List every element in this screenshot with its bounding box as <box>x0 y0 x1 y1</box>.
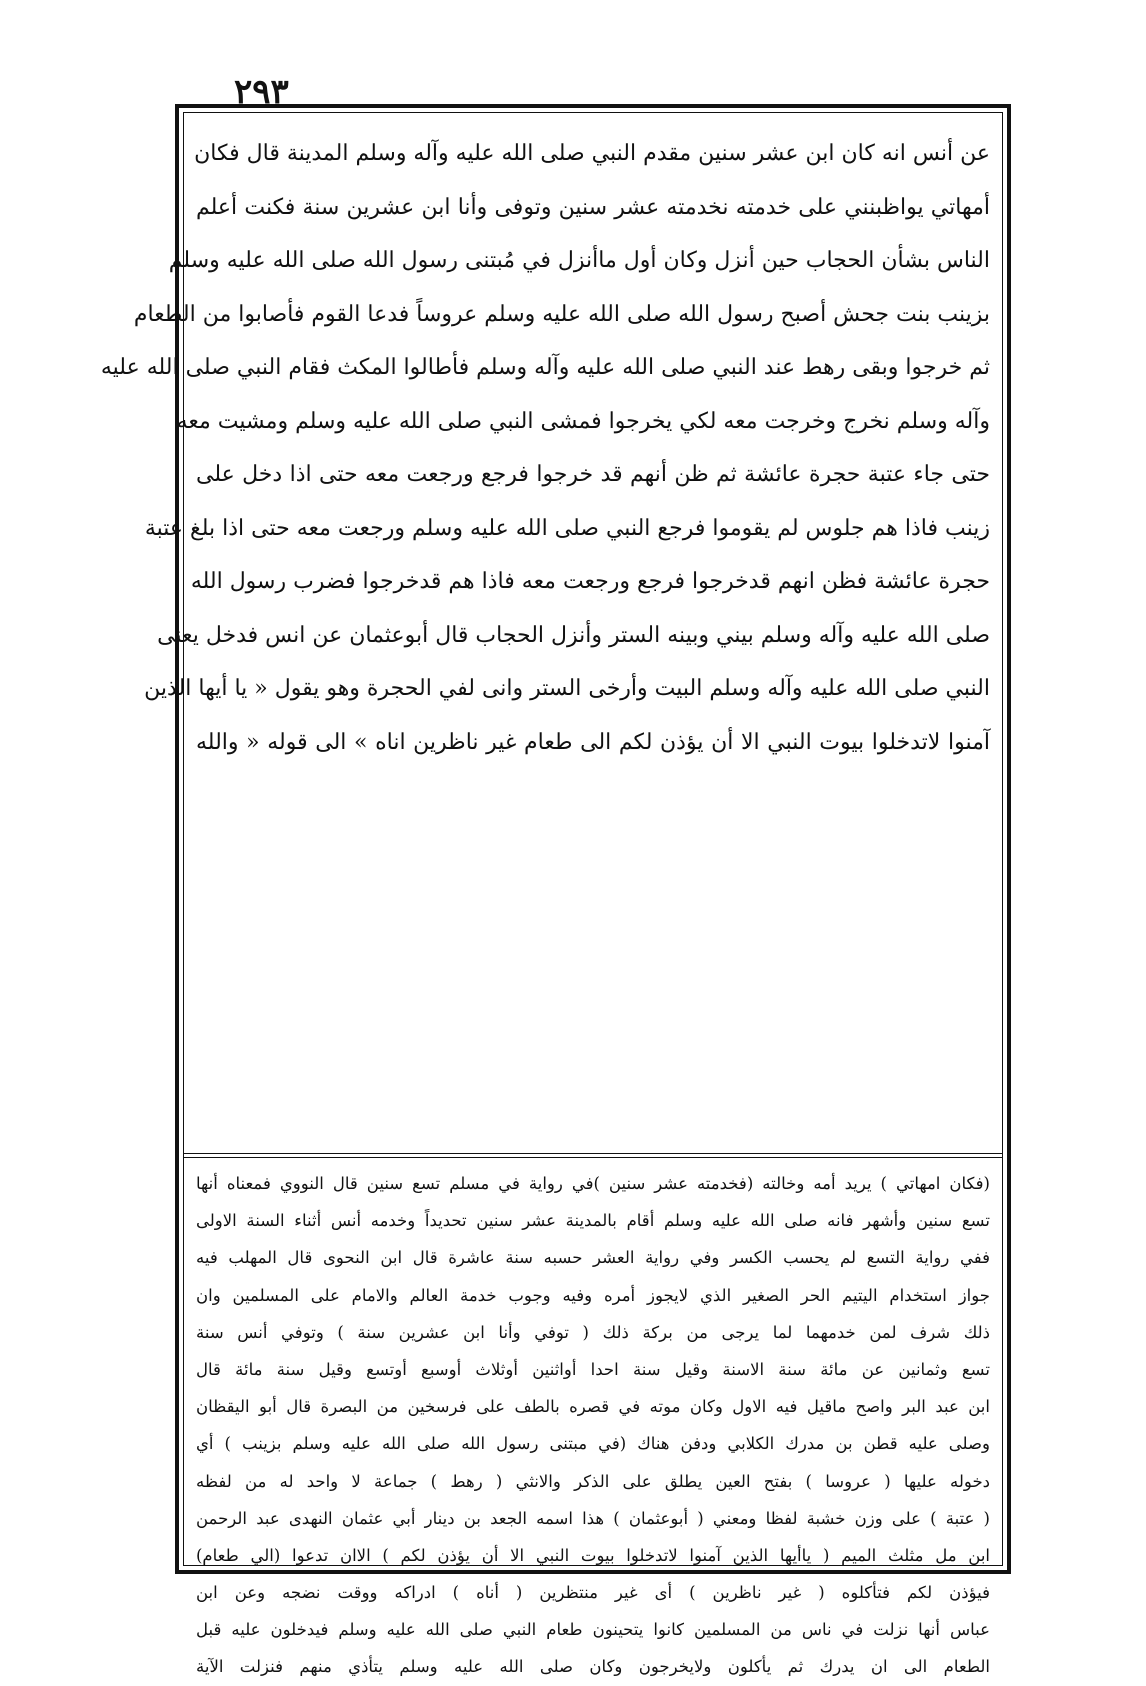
main-text-line: صلى الله عليه وآله وسلم بيني وبينه الستر وأنزل الحجاب قال أبوعثمان عن انس فدخل يعنى <box>157 622 990 648</box>
main-text-line: بزينب بنت جحش أصبح رسول الله صلى الله عليه وسلم عروساً فدعا القوم فأصابوا من الطعام <box>133 301 990 327</box>
commentary-line: عباس أنها نزلت في ناس من المسلمين كانوا يتحينون طعام النبي صلى الله عليه وسلم فيدخلون عليه قبل <box>196 1620 990 1640</box>
page-number: ٢٩٣ <box>234 72 289 112</box>
commentary-line: تسع وثمانين عن مائة سنة الاسنة وقيل سنة احدا أواثنين أوثلاث أوسبع أوتسع وقيل سنة مائة قال <box>196 1359 990 1379</box>
main-text-line: ثم خرجوا وبقى رهط عند النبي صلى الله عليه وآله وسلم فأطالوا المكث فقام النبي صلى الله عليه <box>100 355 990 380</box>
main-text-line: أمهاتي يواظبنني على خدمته نخدمته عشر سنين وتوفى وأنا ابن عشرين سنة فكنت أعلم <box>196 194 990 220</box>
section-divider <box>184 1153 1002 1158</box>
commentary-text <box>196 1165 990 1677</box>
main-text-line: وآله وسلم نخرج وخرجت معه لكي يخرجوا فمشى النبي صلى الله عليه وسلم ومشيت معه <box>176 408 990 434</box>
main-text-line: آمنوا لاتدخلوا بيوت النبي الا أن يؤذن لكم الى طعام غير ناظرين اناه » الى قوله « والله <box>196 729 990 755</box>
commentary-line: دخوله عليها ( عروسا ) بفتح العين يطلق على الذكر والانثي ( رهط ) جماعة لا واحد له من لفظه <box>196 1471 990 1491</box>
commentary-line: جواز استخدام اليتيم الحر الصغير الذي لايجوز أمره وفيه وجوب خدمة العالم والامام على المسلمين وان <box>196 1285 990 1305</box>
commentary-line: ذلك شرف لمن خدمهما لما يرجى من بركة ذلك ( توفي وأنا ابن عشرين سنة ) وتوفي أنس سنة <box>196 1322 990 1342</box>
main-text <box>100 127 990 1143</box>
commentary-line: تسع سنين وأشهر فانه صلى الله عليه وسلم أقام بالمدينة عشر سنين تحديداً وخدمه أنس أثناء السنة الاولى <box>196 1211 990 1231</box>
commentary-line: (فكان امهاتي ) يريد أمه وخالته (فخدمته عشر سنين )في رواية في مسلم تسع سنين قال النووي فمعناه أنها <box>196 1174 990 1193</box>
inner-frame <box>100 112 1003 1677</box>
main-text-line: النبي صلى الله عليه وآله وسلم البيت وأرخى الستر وانى لفي الحجرة وهو يقول « يا أيها الذين <box>144 676 990 701</box>
main-text-line: حجرة عائشة فظن انهم قدخرجوا فرجع ورجعت معه فاذا هم قدخرجوا فضرب رسول الله <box>190 569 990 594</box>
page-frame <box>100 104 1011 1677</box>
commentary-line: الطعام الى ان يدرك ثم يأكلون ولايخرجون وكان صلى الله عليه وسلم يتأذي منهم فنزلت الآية <box>196 1657 990 1677</box>
main-text-line: عن أنس انه كان ابن عشر سنين مقدم النبي صلى الله عليه وآله وسلم المدينة قال فكان <box>194 141 990 166</box>
commentary-line: وصلى عليه قطن بن مدرك الكلابي ودفن هناك (في مبتنى رسول الله صلى الله عليه وسلم بزينب ) أي <box>196 1434 990 1454</box>
main-text-line: الناس بشأن الحجاب حين أنزل وكان أول ماأنزل في مُبتنى رسول الله صلى الله عليه وسلم <box>168 248 990 273</box>
main-text-line: زينب فاذا هم جلوس لم يقوموا فرجع النبي صلى الله عليه وسلم ورجعت معه حتى اذا بلغ عتبة <box>144 515 990 541</box>
commentary-line: فيؤذن لكم فتأكلوه ( غير ناظرين ) أى غير منتظرين ( أناه ) ادراكه ووقت نضجه وعن ابن <box>196 1583 990 1603</box>
main-text-line: حتى جاء عتبة حجرة عائشة ثم ظن أنهم قد خرجوا فرجع ورجعت معه حتى اذا دخل على <box>196 462 990 487</box>
commentary-line: ففي رواية التسع لم يحسب الكسر وفي رواية العشر حسبه سنة عاشرة قال ابن النحوى قال المهلب فيه <box>196 1248 990 1268</box>
commentary-line: ( عتبة ) على وزن خشبة لفظا ومعني ( أبوعثمان ) هذا اسمه الجعد بن دينار أبي عثمان النهدى عبد الرحمن <box>196 1508 990 1528</box>
commentary-line: ابن مل مثلث الميم ( ياأيها الذين آمنوا لاتدخلوا بيوت النبي الا أن يؤذن لكم ) الاان تدعوا (الي طعام) <box>196 1545 990 1565</box>
commentary-line: ابن عبد البر واصح ماقيل فيه الاول وكان موته في قصره بالطف على فرسخين من البصرة قال أبو اليقظان <box>196 1397 990 1417</box>
